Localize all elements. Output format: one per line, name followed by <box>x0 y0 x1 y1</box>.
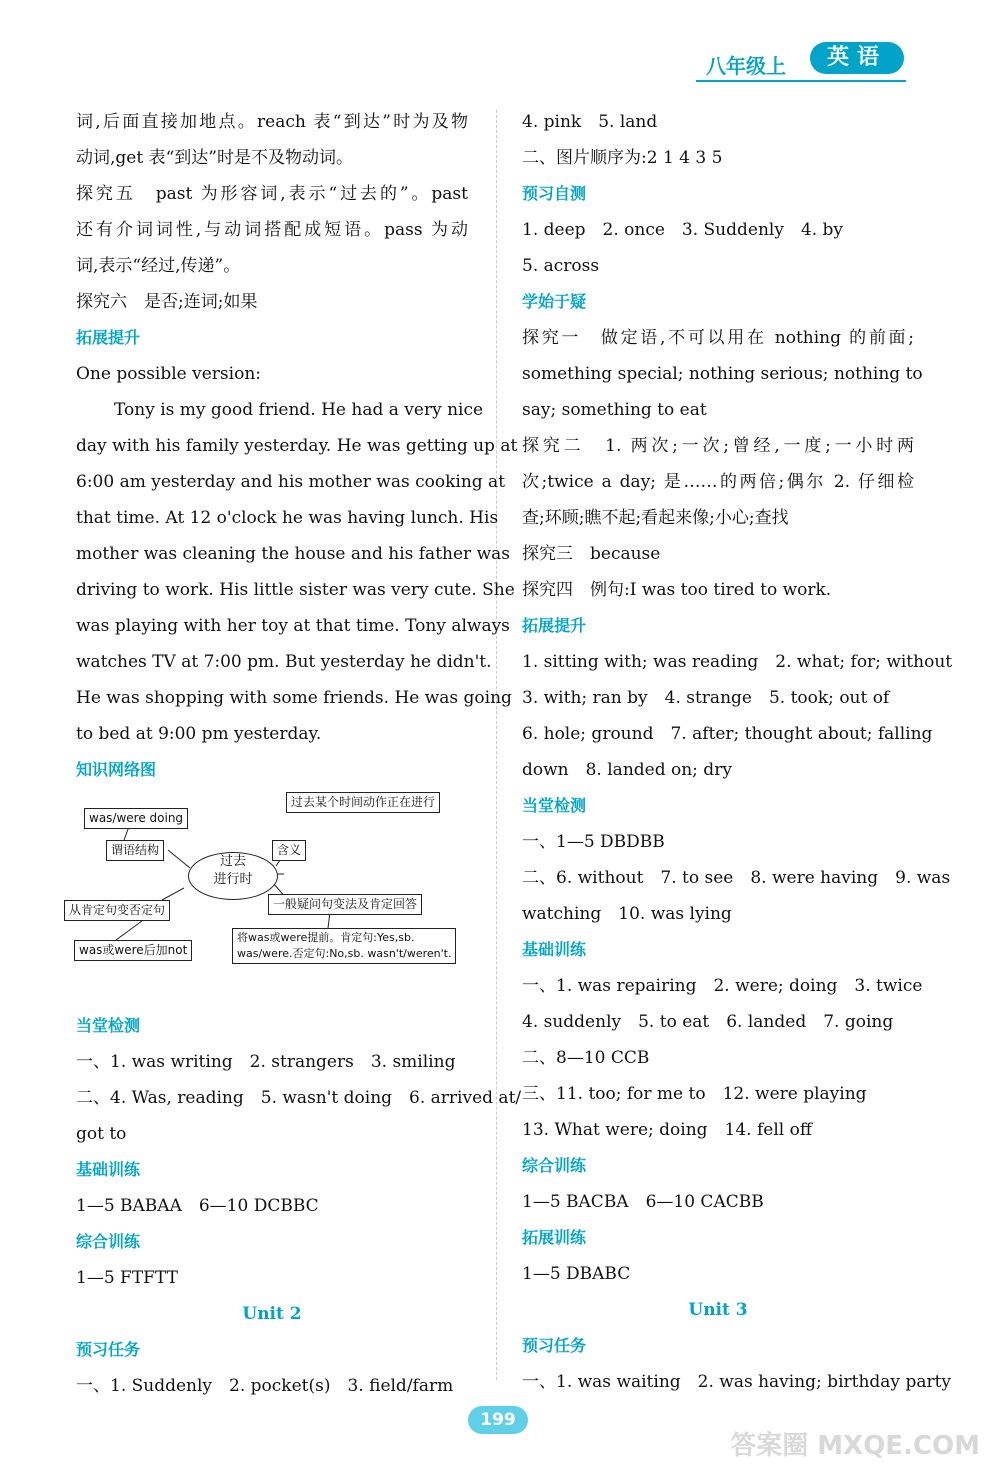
answer-line: 1—5 FTFTT <box>76 1268 178 1288</box>
essay-line: was playing with her toy at that time. Tony always <box>76 616 510 636</box>
answer-line: 探究三 because <box>522 544 661 564</box>
answer-line: 4. pink 5. land <box>522 112 658 132</box>
knowledge-network-diagram <box>69 788 476 1008</box>
section-heading: 基础训练 <box>76 1160 141 1179</box>
watermark: 答案圈 MXQE.COM <box>730 1431 980 1461</box>
page-header <box>690 42 915 82</box>
node-negative-form: 从肯定句变否定句 <box>64 900 170 921</box>
node-question-answers-line: was/were.否定句:No,sb. wasn't/weren't. <box>237 947 452 960</box>
text-line: 探究六 是否;连词;如果 <box>76 292 258 312</box>
section-heading: 知识网络图 <box>76 760 157 779</box>
column-divider <box>496 110 497 1380</box>
answer-line: 一、1—5 DBDBB <box>522 832 665 852</box>
node-predicate-structure: 谓语结构 <box>106 840 164 861</box>
text-line: One possible version: <box>76 364 261 384</box>
node-meaning: 含义 <box>272 840 306 861</box>
answer-line: down 8. landed on; dry <box>522 760 732 780</box>
section-heading: 当堂检测 <box>522 796 587 815</box>
node-question-form: 一般疑问句变法及肯定回答 <box>268 894 422 915</box>
essay-line: that time. At 12 o'clock he was having lunch. His <box>76 508 499 528</box>
section-heading: 当堂检测 <box>76 1016 141 1035</box>
center-node-line: 过去 <box>219 854 246 869</box>
page-number: 199 <box>468 1406 528 1434</box>
right-column <box>522 104 953 1400</box>
answer-line: 4. suddenly 5. to eat 6. landed 7. going <box>522 1012 894 1032</box>
subject-badge: 英语 <box>810 42 904 74</box>
answer-line: 探究一 做定语,不可以用在 nothing 的前面; <box>522 328 914 348</box>
section-heading: 拓展提升 <box>76 328 141 347</box>
essay-line: He was shopping with some friends. He was going <box>76 688 512 708</box>
answer-line: 二、4. Was, reading 5. wasn't doing 6. arrived at/ <box>76 1088 522 1108</box>
unit-heading: Unit 2 <box>242 1304 302 1324</box>
answer-line: 查;环顾;瞧不起;看起来像;小心;查找 <box>522 508 789 528</box>
answer-line: 13. What were; doing 14. fell off <box>522 1120 812 1140</box>
node-meaning-detail: 过去某个时间动作正在进行 <box>286 792 440 813</box>
answer-line: watching 10. was lying <box>522 904 732 924</box>
answer-line: 探究四 例句:I was too tired to work. <box>522 580 832 600</box>
answer-line: something special; nothing serious; nothing to <box>522 364 923 384</box>
essay-line: mother was cleaning the house and his father was <box>76 544 510 564</box>
answer-line: 一、1. Suddenly 2. pocket(s) 3. field/farm <box>76 1376 454 1396</box>
answer-line: 1—5 DBABC <box>522 1264 631 1284</box>
answer-line: 二、6. without 7. to see 8. were having 9. was <box>522 868 951 888</box>
essay-line: 6:00 am yesterday and his mother was cooking at <box>76 472 506 492</box>
node-question-answers <box>232 928 456 964</box>
section-heading: 综合训练 <box>522 1156 587 1175</box>
left-column <box>69 104 522 1404</box>
answer-line: 1. sitting with; was reading 2. what; for; without <box>522 652 953 672</box>
node-was-were-doing: was/were doing <box>84 808 188 829</box>
text-line: 还有介词词性,与动词搭配成短语。pass 为动 <box>76 220 468 240</box>
answer-line: 一、1. was waiting 2. was having; birthday party <box>522 1372 952 1392</box>
answer-line: 1—5 BABAA 6—10 DCBBC <box>76 1196 319 1216</box>
answer-line: 6. hole; ground 7. after; thought about; falling <box>522 724 933 744</box>
answer-line: 二、8—10 CCB <box>522 1048 650 1068</box>
node-question-answers-line: 将was或were提前。肯定句:Yes,sb. <box>237 931 415 944</box>
answer-line: 5. across <box>522 256 600 276</box>
section-heading: 预习自测 <box>522 184 587 203</box>
answer-line: got to <box>76 1124 127 1144</box>
essay-line: Tony is my good friend. He had a very nice <box>114 400 484 420</box>
essay-line: driving to work. His little sister was very cute. She <box>76 580 515 600</box>
grade-label: 八年级上 <box>706 54 786 78</box>
essay-line: to bed at 9:00 pm yesterday. <box>76 724 322 744</box>
answer-line: 次;twice a day; 是……的两倍;偶尔 2. 仔细检 <box>522 472 914 492</box>
answer-line: 3. with; ran by 4. strange 5. took; out of <box>522 688 890 708</box>
text-line: 词,后面直接加地点。reach 表“到达”时为及物 <box>76 112 468 132</box>
answer-line: 1. deep 2. once 3. Suddenly 4. by <box>522 220 844 240</box>
section-heading: 基础训练 <box>522 940 587 959</box>
text-line: 动词,get 表“到达”时是不及物动词。 <box>76 148 353 168</box>
answer-line: 二、图片顺序为:2 1 4 3 5 <box>522 148 723 168</box>
section-heading: 拓展训练 <box>522 1228 587 1247</box>
answer-line: 一、1. was writing 2. strangers 3. smiling <box>76 1052 456 1072</box>
answer-line: 三、11. too; for me to 12. were playing <box>522 1084 867 1104</box>
section-heading: 综合训练 <box>76 1232 141 1251</box>
answer-line: 探究二 1. 两次;一次;曾经,一度;一小时两 <box>522 436 914 456</box>
section-heading: 预习任务 <box>76 1340 141 1359</box>
answer-line: 1—5 BACBA 6—10 CACBB <box>522 1192 764 1212</box>
header-rule <box>696 80 906 82</box>
essay-line: watches TV at 7:00 pm. But yesterday he didn't. <box>76 652 492 672</box>
section-heading: 拓展提升 <box>522 616 587 635</box>
center-node-line: 进行时 <box>213 872 253 887</box>
section-heading: 预习任务 <box>522 1336 587 1355</box>
node-add-not: was或were后加not <box>74 940 192 961</box>
text-line: 词,表示“经过,传递”。 <box>76 256 241 276</box>
center-node-past-progressive <box>188 852 278 900</box>
section-heading: 学始于疑 <box>522 292 587 311</box>
text-line: 探究五 past 为形容词,表示“过去的”。past <box>76 184 468 204</box>
unit-heading: Unit 3 <box>688 1300 748 1320</box>
essay-line: day with his family yesterday. He was getting up at <box>76 436 518 456</box>
answer-line: say; something to eat <box>522 400 707 420</box>
answer-line: 一、1. was repairing 2. were; doing 3. twice <box>522 976 923 996</box>
